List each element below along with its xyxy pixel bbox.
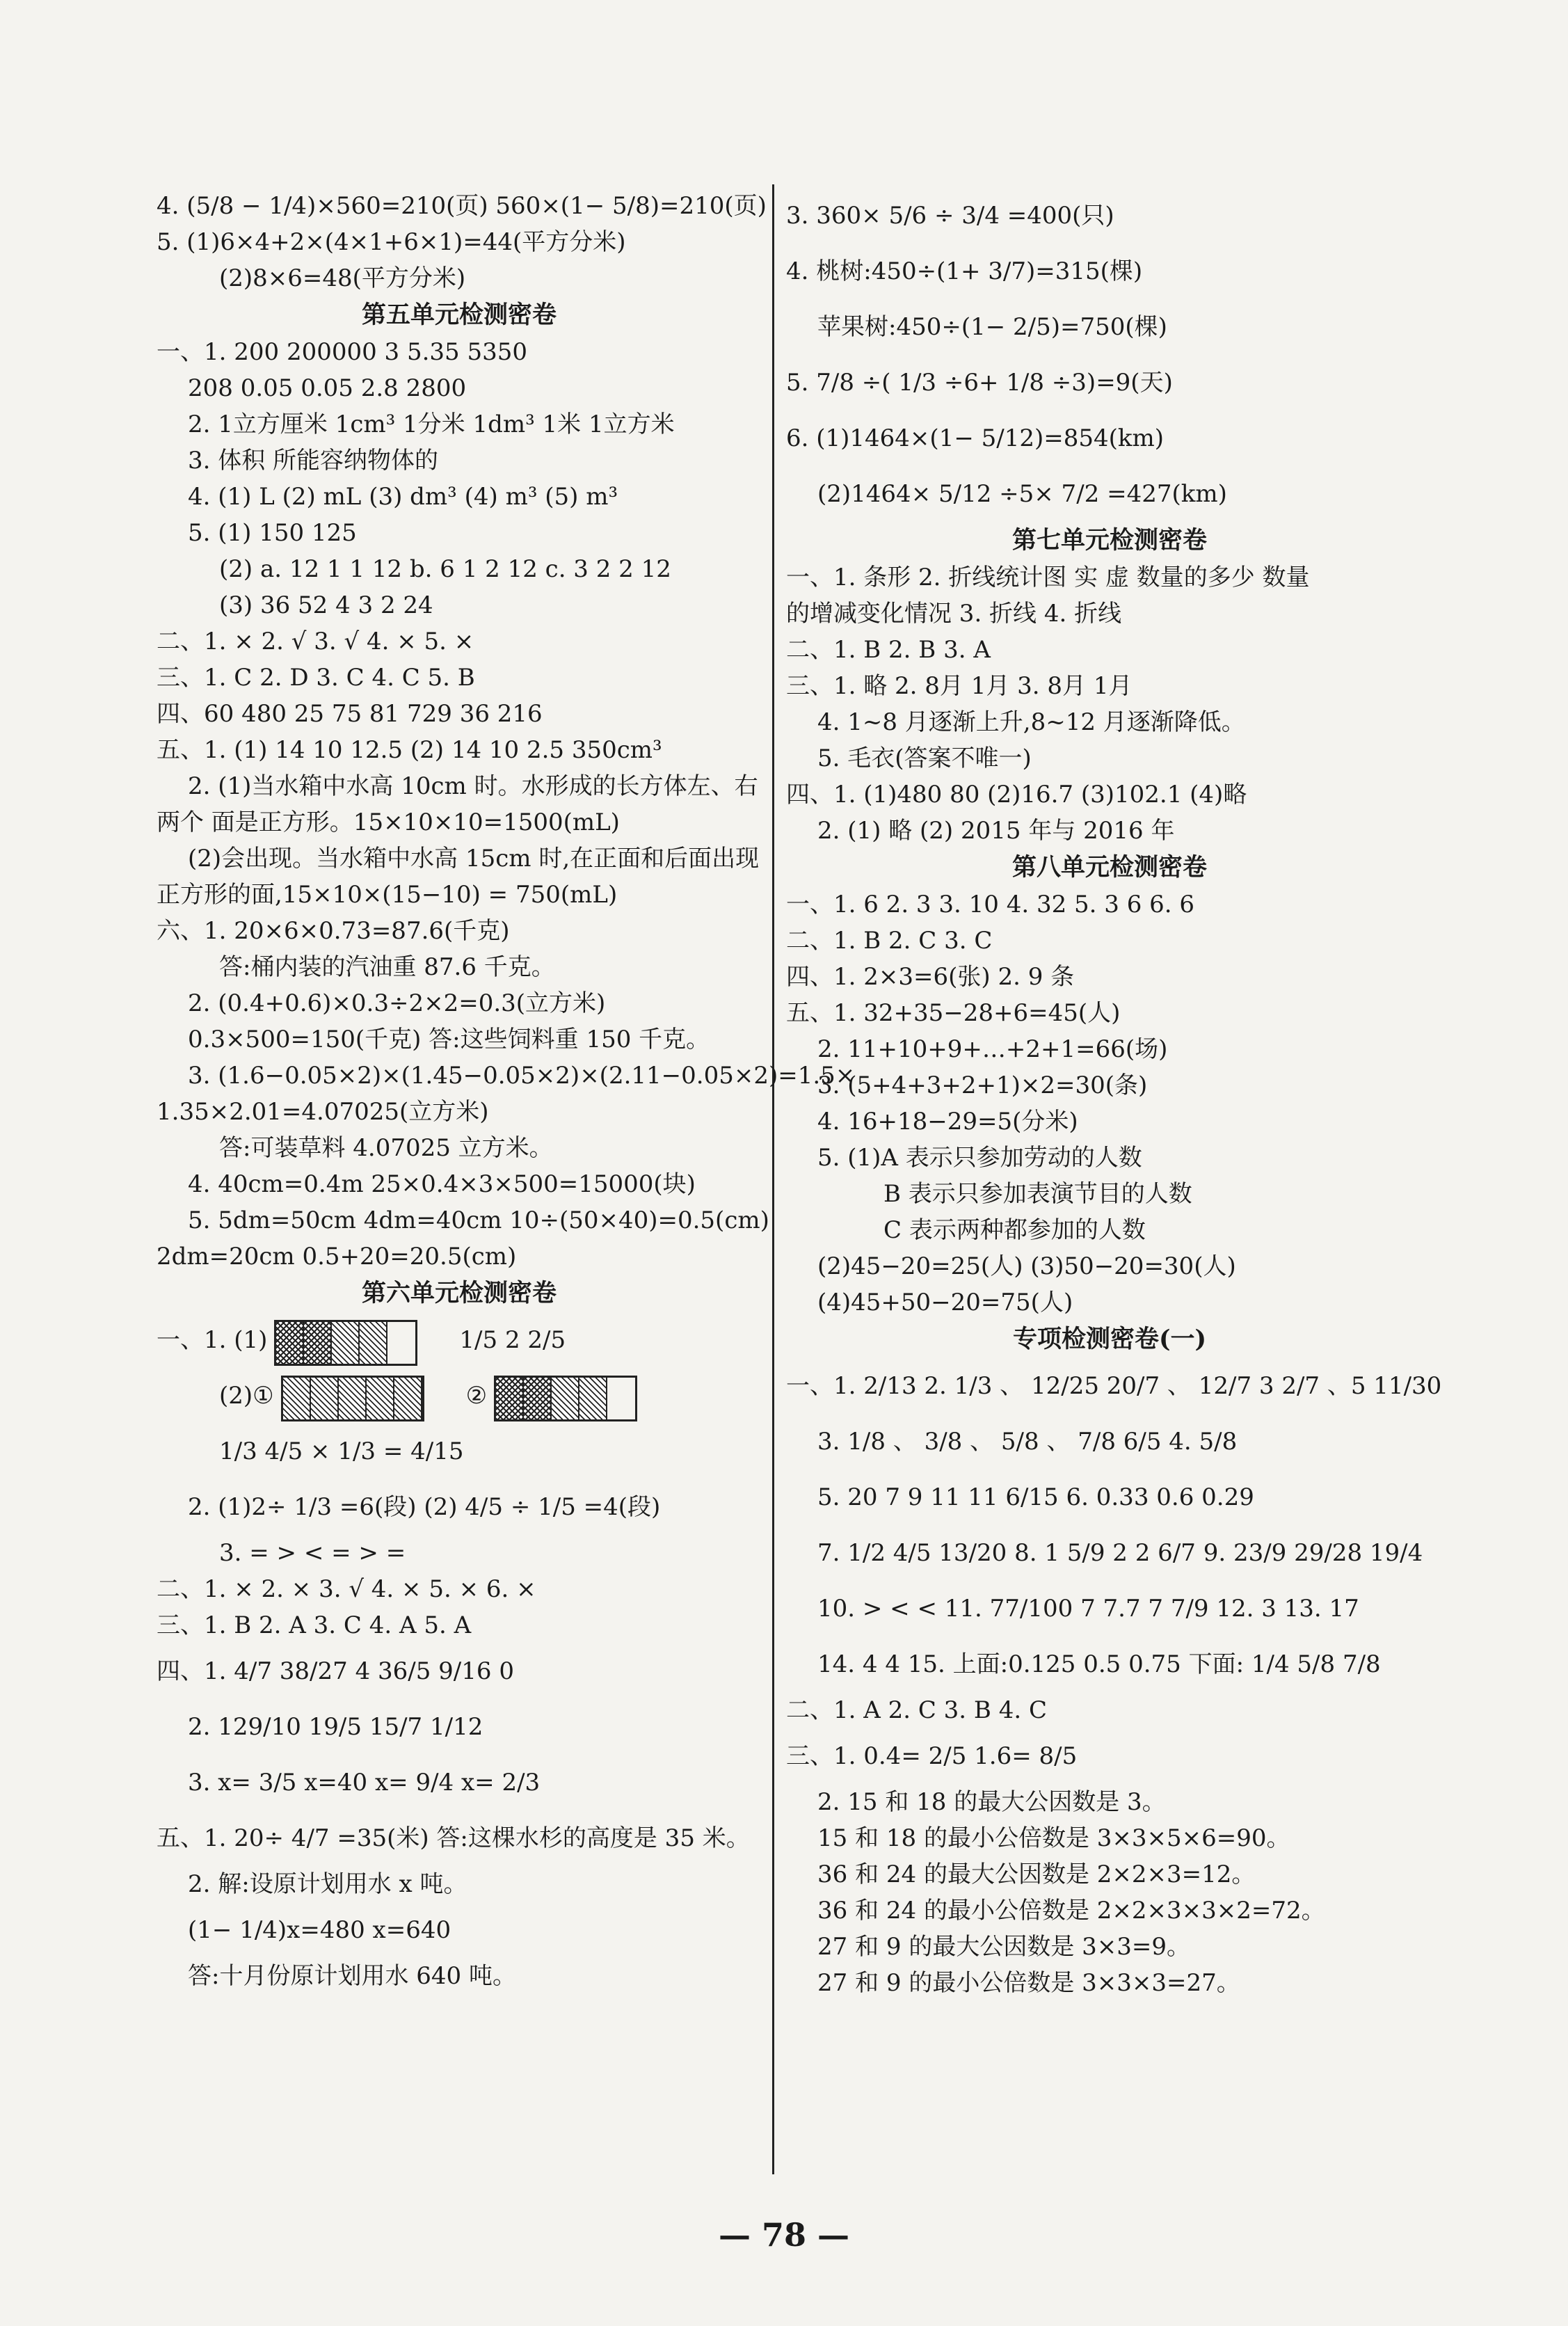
answer-line xyxy=(157,623,762,660)
answer-tail: 1/5 2 2/5 xyxy=(459,1326,566,1354)
answer-line xyxy=(786,923,1433,959)
answer-text: 208 0.05 0.05 2.8 2800 xyxy=(188,374,467,402)
answer-line xyxy=(157,188,767,224)
answer-line xyxy=(786,1140,1433,1176)
answer-line xyxy=(157,1424,762,1479)
answer-line xyxy=(157,1699,762,1755)
section-title: 第六单元检测密卷 xyxy=(361,1279,557,1307)
answer-text: 2. 1立方厘米 1cm³ 1分米 1dm³ 1米 1立方米 xyxy=(188,411,675,438)
answer-text: 答:桶内装的汽油重 87.6 千克。 xyxy=(219,953,555,981)
answer-text: (3) 36 52 4 3 2 24 xyxy=(219,591,433,619)
answer-line xyxy=(157,260,762,296)
left-column xyxy=(157,188,856,1994)
answer-line xyxy=(157,1810,762,1866)
answer-line xyxy=(157,1958,762,1994)
answer-line xyxy=(786,959,1433,995)
answer-line xyxy=(786,1692,1433,1728)
answer-line xyxy=(786,559,1433,596)
answer-line xyxy=(786,995,1433,1031)
answer-text: 3. 360× 5/6 ÷ 3/4 =400(只) xyxy=(786,202,1114,230)
answer-line xyxy=(786,1104,1433,1140)
answer-line xyxy=(157,1312,762,1368)
answer-text: 五、1. 20÷ 4/7 =35(米) 答:这棵水杉的高度是 35 米。 xyxy=(157,1824,750,1852)
right-column xyxy=(786,188,1442,2001)
answer-line xyxy=(786,668,1433,704)
answer-text: 1/3 4/5 × 1/3 = 4/15 xyxy=(219,1437,464,1465)
answer-line xyxy=(786,244,1433,299)
answer-text: 一、1. 条形 2. 折线统计图 实 虚 数量的多少 数量 xyxy=(786,564,1310,591)
page-number: — 78 — xyxy=(718,2216,850,2254)
answer-line xyxy=(157,1535,762,1571)
answer-text: 五、1. 32+35−28+6=45(人) xyxy=(786,999,1121,1027)
answer-text: 三、1. C 2. D 3. C 4. C 5. B xyxy=(157,664,475,692)
answer-line xyxy=(157,587,762,623)
answer-text: 答:十月份原计划用水 640 吨。 xyxy=(188,1962,516,1990)
answer-tail: ② xyxy=(465,1382,488,1410)
fraction-bar-diagram xyxy=(267,1314,417,1369)
answer-line xyxy=(157,1902,762,1958)
answer-text: 1.35×2.01=4.07025(立方米) xyxy=(157,1098,489,1126)
answer-line xyxy=(157,334,762,370)
column-divider xyxy=(772,184,774,2174)
answer-line xyxy=(786,886,1433,923)
answer-line xyxy=(157,370,762,406)
answer-text: (4)45+50−20=75(人) xyxy=(817,1289,1073,1316)
answer-line xyxy=(786,1067,1433,1104)
answer-line xyxy=(157,949,762,985)
answer-line xyxy=(157,1238,762,1275)
answer-text: 的增减变化情况 3. 折线 4. 折线 xyxy=(786,600,1122,628)
answer-line xyxy=(786,1248,1433,1284)
answer-text: 5. 20 7 9 11 11 6/15 6. 0.33 0.6 0.29 xyxy=(817,1483,1254,1511)
answer-line xyxy=(786,704,1433,740)
answer-line xyxy=(157,479,762,515)
answer-line xyxy=(157,1166,762,1202)
answer-text: 三、1. B 2. A 3. C 4. A 5. A xyxy=(157,1611,472,1639)
answer-text: (2)45−20=25(人) (3)50−20=30(人) xyxy=(817,1252,1236,1280)
fraction-bar-diagram xyxy=(274,1369,424,1425)
answer-text: 2dm=20cm 0.5+20=20.5(cm) xyxy=(157,1243,517,1270)
answer-text: (2)8×6=48(平方分米) xyxy=(219,264,466,292)
answer-line xyxy=(157,1094,762,1130)
answer-text: 4. 16+18−29=5(分米) xyxy=(817,1108,1078,1136)
answer-line xyxy=(786,1176,1433,1212)
answer-line xyxy=(786,1636,1433,1692)
answer-line xyxy=(786,596,1433,632)
answer-text: 3. = > < = > = xyxy=(219,1539,406,1567)
answer-line xyxy=(786,1728,1433,1784)
answer-line xyxy=(157,1866,762,1902)
answer-line xyxy=(786,411,1433,466)
answer-text: 3. x= 3/5 x=40 x= 9/4 x= 2/3 xyxy=(188,1769,541,1797)
answer-line xyxy=(157,913,762,949)
answer-text: 两个 面是正方形。15×10×10=1500(mL) xyxy=(157,808,620,836)
answer-text: 正方形的面,15×10×(15−10) = 750(mL) xyxy=(157,881,618,909)
answer-line xyxy=(786,1212,1433,1248)
answer-text: 五、1. (1) 14 10 12.5 (2) 14 10 2.5 350cm³ xyxy=(157,736,662,764)
answer-line xyxy=(786,466,1433,522)
answer-text: 4. (1) L (2) mL (3) dm³ (4) m³ (5) m³ xyxy=(188,483,618,511)
answer-line xyxy=(786,1469,1433,1525)
answer-text: 5. 7/8 ÷( 1/3 ÷6+ 1/8 ÷3)=9(天) xyxy=(786,369,1173,397)
answer-line xyxy=(157,804,762,841)
answer-line xyxy=(786,1820,1433,1856)
answer-line xyxy=(786,299,1433,355)
answer-text: B 表示只参加表演节目的人数 xyxy=(883,1180,1192,1208)
answer-text: 36 和 24 的最大公因数是 2×2×3=12。 xyxy=(817,1861,1256,1888)
answer-line xyxy=(157,515,762,551)
answer-text: 四、60 480 25 75 81 729 36 216 xyxy=(157,700,543,728)
answer-text: 3. (5+4+3+2+1)×2=30(条) xyxy=(817,1072,1148,1099)
answer-line xyxy=(786,1893,1433,1929)
answer-line xyxy=(157,877,762,913)
answer-text: 二、1. B 2. C 3. C xyxy=(786,927,993,955)
answer-line xyxy=(786,188,1433,244)
answer-text: 7. 1/2 4/5 13/20 8. 1 5/9 2 2 6/7 9. 23/9 29/28 19/4 xyxy=(817,1539,1423,1567)
section-title: 第七单元检测密卷 xyxy=(1011,526,1207,555)
answer-line xyxy=(157,224,762,260)
answer-text: 四、1. 4/7 38/27 4 36/5 9/16 0 xyxy=(157,1657,514,1685)
answer-line xyxy=(157,696,762,732)
answer-text: 2. (1) 略 (2) 2015 年与 2016 年 xyxy=(817,817,1175,845)
answer-text: 四、1. (1)480 80 (2)16.7 (3)102.1 (4)略 xyxy=(786,781,1247,808)
answer-line xyxy=(786,813,1433,849)
answer-line xyxy=(157,1130,762,1166)
answer-text: 一、1. 200 200000 3 5.35 5350 xyxy=(157,338,528,366)
answer-line xyxy=(157,1058,856,1094)
answer-text: 5. (1)6×4+2×(4×1+6×1)=44(平方分米) xyxy=(157,228,626,256)
answer-text: 27 和 9 的最小公倍数是 3×3×3=27。 xyxy=(817,1969,1240,1997)
answer-text: 36 和 24 的最小公倍数是 2×2×3×3×2=72。 xyxy=(817,1897,1325,1925)
answer-line xyxy=(786,1929,1433,1965)
answer-text: 5. (1) 150 125 xyxy=(188,519,357,547)
answer-text: 2. 129/10 19/5 15/7 1/12 xyxy=(188,1713,483,1741)
answer-line xyxy=(786,776,1433,813)
answer-line xyxy=(786,632,1433,668)
answer-line xyxy=(157,551,762,587)
answer-line xyxy=(786,1414,1433,1469)
answer-line xyxy=(157,1607,762,1643)
answer-text: 4. 桃树:450÷(1+ 3/7)=315(棵) xyxy=(786,257,1143,285)
answer-text: 一、1. 6 2. 3 3. 10 4. 32 5. 3 6 6. 6 xyxy=(786,891,1195,918)
answer-line xyxy=(786,1856,1433,1893)
fraction-bar-diagram xyxy=(487,1369,637,1425)
answer-line xyxy=(157,841,762,877)
answer-line xyxy=(157,1368,762,1424)
answer-text: 二、1. × 2. √ 3. √ 4. × 5. × xyxy=(157,628,474,655)
answer-text: 六、1. 20×6×0.73=87.6(千克) xyxy=(157,917,510,945)
answer-text: (2)会出现。当水箱中水高 15cm 时,在正面和后面出现 xyxy=(188,845,760,873)
answer-text: 2. (1)2÷ 1/3 =6(段) (2) 4/5 ÷ 1/5 =4(段) xyxy=(188,1493,661,1521)
answer-text: 2. 15 和 18 的最大公因数是 3。 xyxy=(817,1788,1166,1816)
answer-line xyxy=(786,1031,1433,1067)
answer-line xyxy=(157,768,762,804)
answer-line xyxy=(786,1284,1433,1321)
answer-text: 2. 解:设原计划用水 x 吨。 xyxy=(188,1870,467,1898)
answer-line xyxy=(157,1479,762,1535)
answer-line xyxy=(786,1581,1433,1636)
answer-text: 答:可装草料 4.07025 立方米。 xyxy=(219,1134,553,1162)
answer-text: C 表示两种都参加的人数 xyxy=(883,1216,1146,1244)
answer-text: 二、1. × 2. × 3. √ 4. × 5. × 6. × xyxy=(157,1575,536,1603)
answer-text: 5. (1)A 表示只参加劳动的人数 xyxy=(817,1144,1142,1172)
answer-text: 三、1. 略 2. 8月 1月 3. 8月 1月 xyxy=(786,672,1133,700)
answer-text: 2. (0.4+0.6)×0.3÷2×2=0.3(立方米) xyxy=(188,989,606,1017)
answer-text: 二、1. A 2. C 3. B 4. C xyxy=(786,1696,1047,1724)
answer-line xyxy=(157,1571,762,1607)
answer-text: 2. (1)当水箱中水高 10cm 时。水形成的长方体左、右 xyxy=(188,772,758,800)
answer-line xyxy=(157,732,762,768)
answer-line xyxy=(786,1525,1433,1581)
answer-text: 5. 毛衣(答案不唯一) xyxy=(817,744,1032,772)
answer-text: (1− 1/4)x=480 x=640 xyxy=(188,1916,451,1944)
answer-line xyxy=(157,1021,762,1058)
answer-text: 27 和 9 的最大公因数是 3×3=9。 xyxy=(817,1933,1190,1961)
answer-text: 0.3×500=150(千克) 答:这些饲料重 150 千克。 xyxy=(188,1026,710,1053)
answer-line xyxy=(157,1643,762,1699)
answer-line xyxy=(157,660,762,696)
section-title: 第五单元检测密卷 xyxy=(361,301,557,329)
answer-line xyxy=(786,1358,1442,1414)
answer-text: 6. (1)1464×(1− 5/12)=854(km) xyxy=(786,424,1164,452)
answer-text: 3. (1.6−0.05×2)×(1.45−0.05×2)×(2.11−0.05×2)=1.5× xyxy=(188,1062,856,1090)
answer-text: 3. 1/8 、 3/8 、 5/8 、 7/8 6/5 4. 5/8 xyxy=(817,1428,1238,1456)
answer-text: 15 和 18 的最小公倍数是 3×3×5×6=90。 xyxy=(817,1824,1290,1852)
answer-text: 三、1. 0.4= 2/5 1.6= 8/5 xyxy=(786,1742,1078,1770)
answer-text: 四、1. 2×3=6(张) 2. 9 条 xyxy=(786,963,1075,991)
answer-text: 4. 40cm=0.4m 25×0.4×3×500=15000(块) xyxy=(188,1170,696,1198)
answer-text: 2. 11+10+9+…+2+1=66(场) xyxy=(817,1035,1168,1063)
answer-line xyxy=(157,1202,769,1238)
answer-text: 4. 1~8 月逐渐上升,8~12 月逐渐降低。 xyxy=(817,708,1245,736)
answer-line xyxy=(157,406,762,443)
answer-text: 一、1. 2/13 2. 1/3 、 12/25 20/7 、 12/7 3 2/7 、5 11/30 xyxy=(786,1372,1442,1400)
answer-text: (2) a. 12 1 1 12 b. 6 1 2 12 c. 3 2 2 12 xyxy=(219,555,671,583)
answer-text: 10. > < < 11. 77/100 7 7.7 7 7/9 12. 3 13. 17 xyxy=(817,1595,1359,1623)
answer-text: 二、1. B 2. B 3. A xyxy=(786,636,991,664)
answer-line xyxy=(157,1755,762,1810)
answer-line xyxy=(786,1784,1433,1820)
answer-text: 5. 5dm=50cm 4dm=40cm 10÷(50×40)=0.5(cm) xyxy=(188,1206,769,1234)
answer-line xyxy=(786,1965,1433,2001)
answer-text: 3. 体积 所能容纳物体的 xyxy=(188,447,439,475)
answer-line xyxy=(786,740,1433,776)
answer-line xyxy=(786,355,1433,411)
answer-text: 一、1. (1) xyxy=(157,1326,268,1354)
section-title: 第八单元检测密卷 xyxy=(1011,853,1207,882)
answer-text: (2)1464× 5/12 ÷5× 7/2 =427(km) xyxy=(817,480,1227,508)
answer-text: (2)① xyxy=(219,1382,274,1410)
answer-text: 苹果树:450÷(1− 2/5)=750(棵) xyxy=(817,313,1167,341)
section-title: 专项检测密卷(一) xyxy=(1012,1325,1207,1353)
answer-line xyxy=(157,985,762,1021)
answer-line xyxy=(157,443,762,479)
answer-text: 4. (5/8 − 1/4)×560=210(页) 560×(1− 5/8)=210(页) xyxy=(157,192,767,220)
answer-text: 14. 4 4 15. 上面:0.125 0.5 0.75 下面: 1/4 5/8 7/8 xyxy=(817,1650,1381,1678)
